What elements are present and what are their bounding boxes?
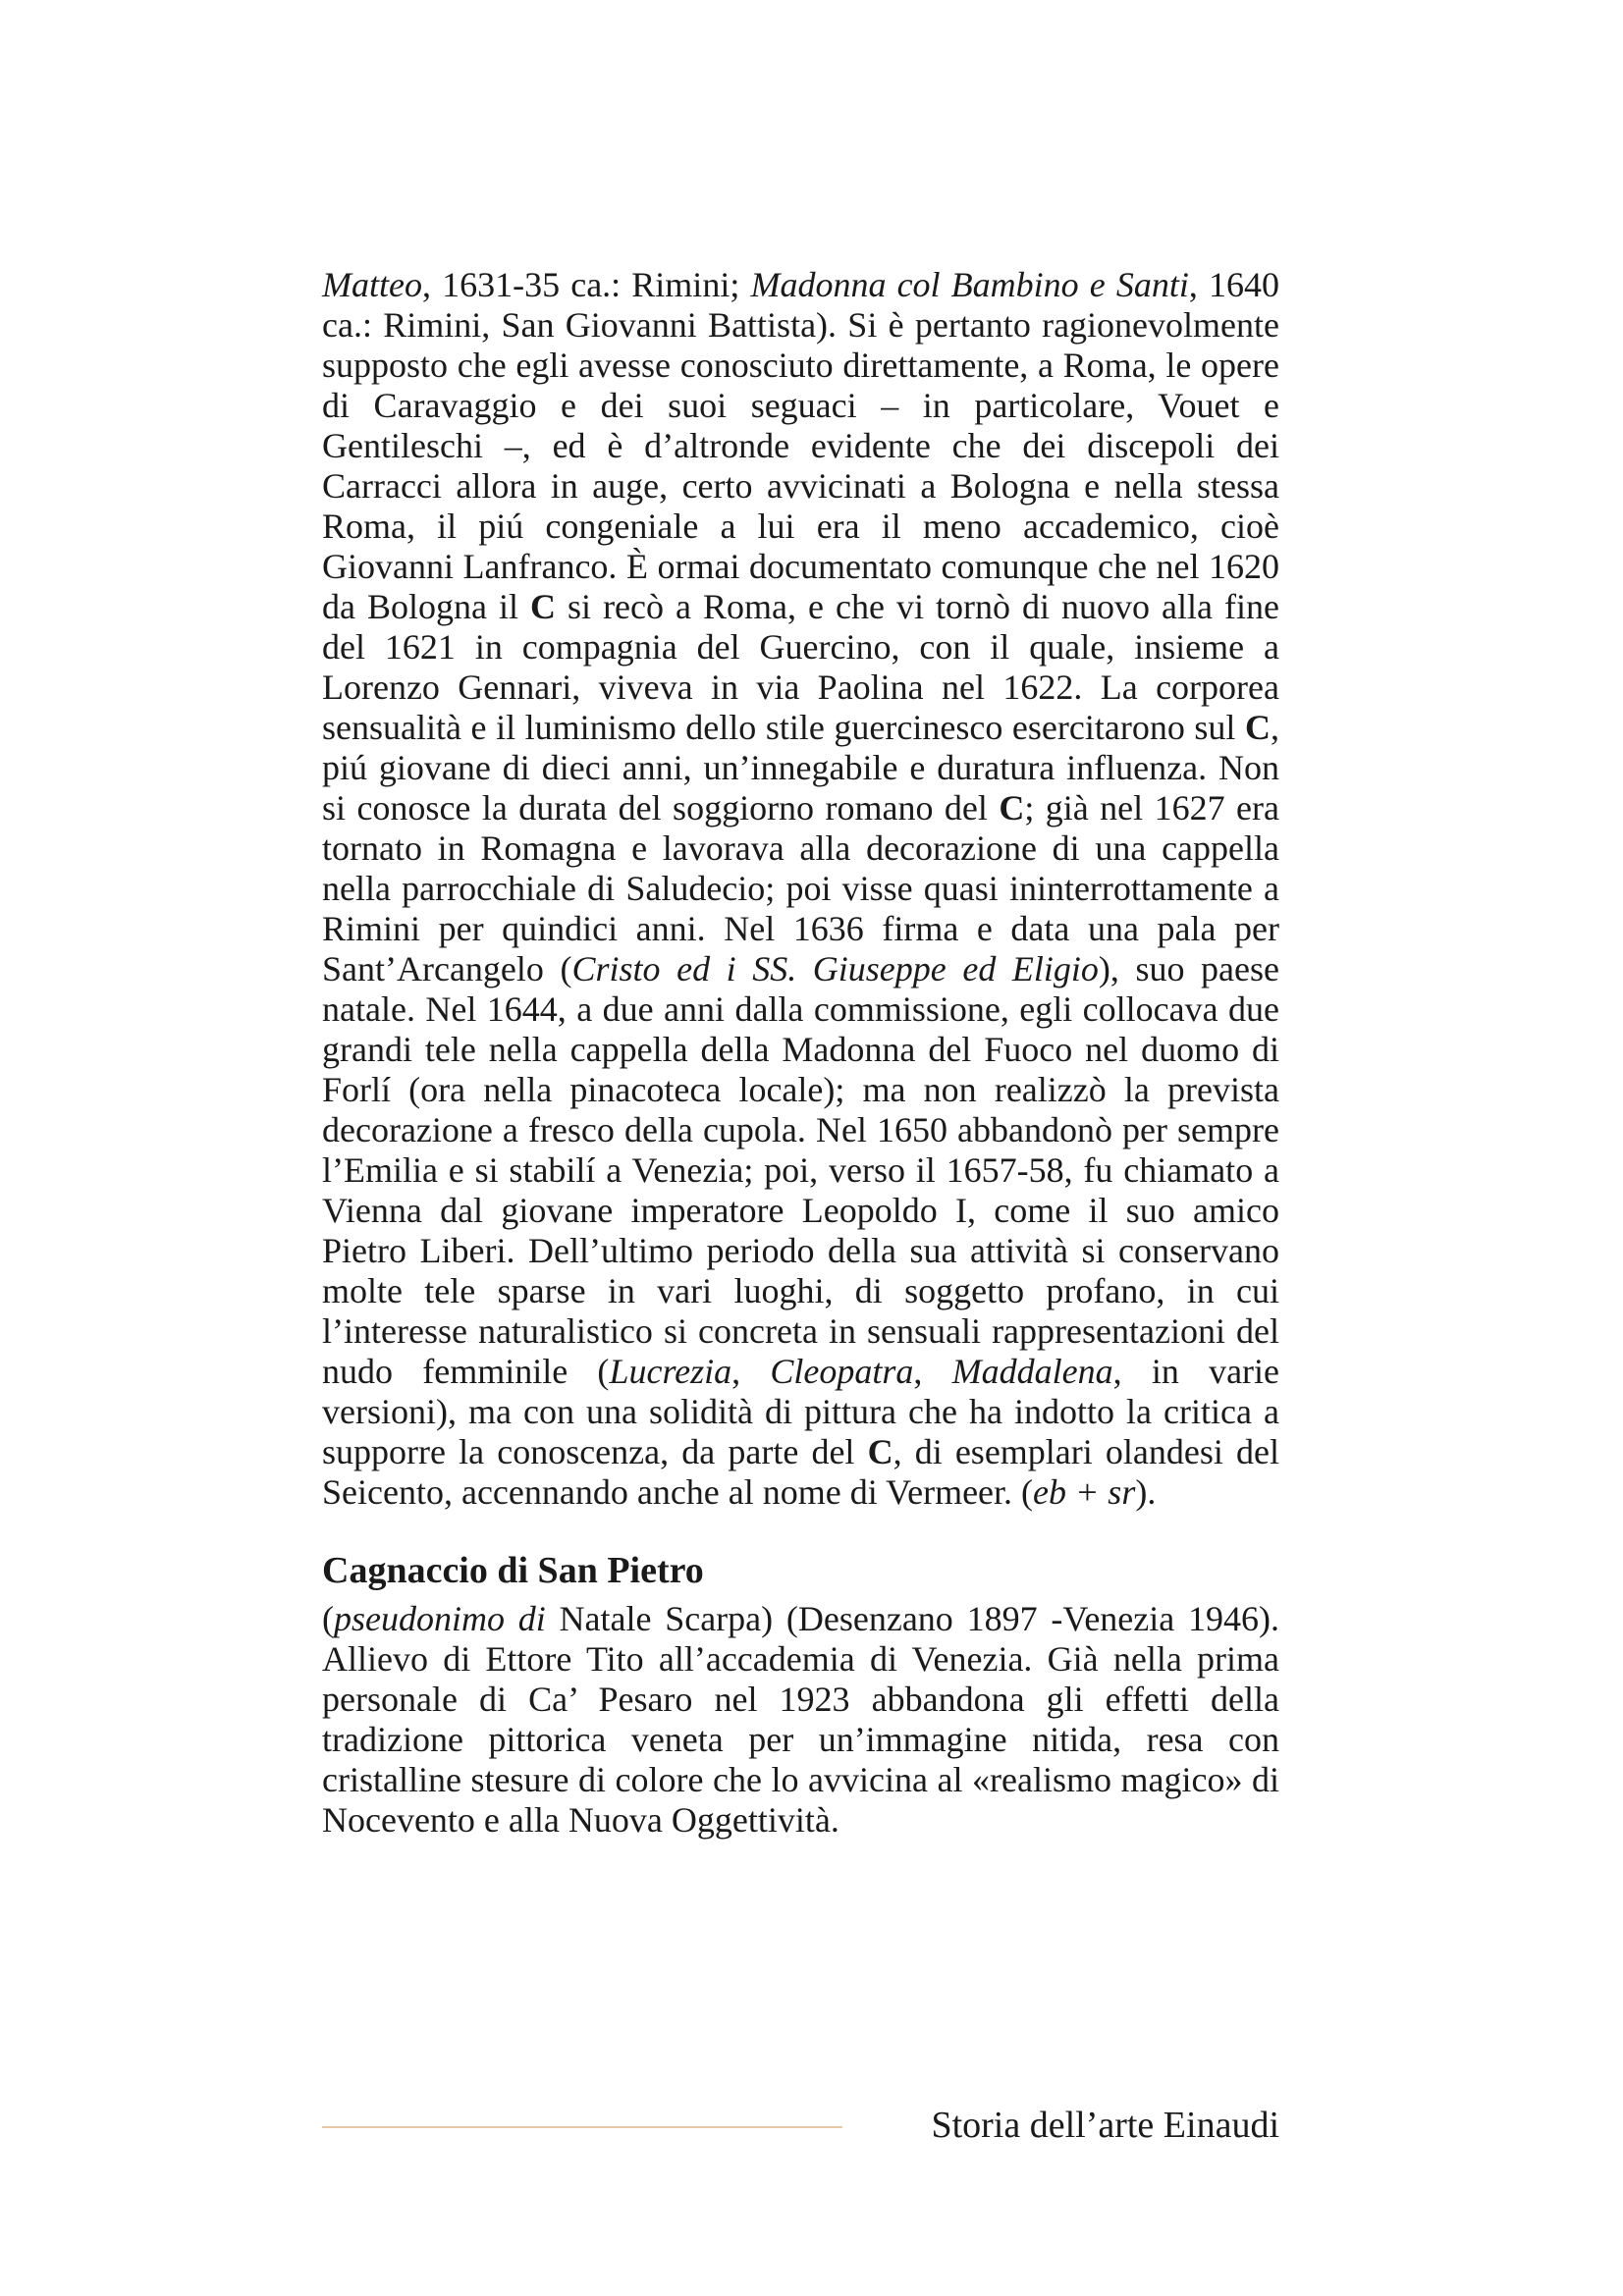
bold-run: C [530, 587, 557, 626]
footer-rule [322, 2126, 842, 2128]
footer-source-title: Storia dell’arte Einaudi [931, 2105, 1279, 2146]
text-column [322, 265, 1279, 1841]
italic-run: Madonna col Bambino e Santi [750, 265, 1189, 304]
text-run: ), suo paese natale. Nel 1644, a due anni dalla commissione, egli collocava due grandi tele nella cappella della Madonna del Fuoco nel duomo di Forlí (ora nella pinacoteca locale); ma non realizzò la prevista decorazione a fresco della cupola. Nel 1650 abbandonò per sempre l’Emilia e si stabilí a Venezia; poi, verso il 1657-58, fu chiamato a Vienna dal giovane imperatore Leopoldo I, come il suo amico Pietro Liberi. Dell’ultimo periodo della sua attività si conservano molte tele sparse in vari luoghi, di soggetto profano, in cui l’interesse naturalistico si concreta in sensuali rappresentazioni del nudo femminile ( [322, 949, 1279, 1391]
entry-title: Cagnaccio di San Pietro [322, 1550, 704, 1591]
text-run: , in varie versioni), ma con una solidità di pittura che ha indotto la critica a supporre la conoscenza, da parte del [322, 1352, 1280, 1471]
body-paragraph-1 [322, 265, 1279, 1513]
bold-run: C [1245, 708, 1271, 747]
text-run: si recò a Roma, e che vi tornò di nuovo alla fine del 1621 in compagnia del Guercino, con il quale, insieme a Lorenzo Gennari, viveva in via Paolina nel 1622. La corporea sensualità e il luminismo dello stile guercinesco esercitarono sul [322, 587, 1279, 747]
text-run: , 1640 ca.: Rimini, San Giovanni Battista). Si è pertanto ragionevolmente supposto che egli avesse conosciuto direttamente, a Roma, le opere di Caravaggio e dei suoi seguaci – in particolare, Vouet e Gentileschi –, ed è d’altronde evidente che dei discepoli dei Carracci allora in auge, certo avvicinati a Bologna e nella stessa Roma, il piú congeniale a lui era il meno accademico, cioè Giovanni Lanfranco. È ormai documentato comunque che nel 1620 da Bologna il [322, 265, 1280, 626]
text-run: ( [322, 1599, 334, 1638]
text-run: , 1631-35 ca.: Rimini; [421, 265, 751, 304]
bold-run: C [999, 788, 1025, 828]
text-run: ). [1135, 1472, 1157, 1512]
text-run: , piú giovane di dieci anni, un’innegabile e duratura influenza. Non si conosce la durata del soggiorno romano del [322, 708, 1279, 828]
italic-run: Matteo [322, 265, 422, 304]
italic-run: Cristo ed i SS. Giuseppe ed Eligio [571, 949, 1099, 988]
italic-run: eb + sr [1033, 1472, 1136, 1512]
body-paragraph-2 [322, 1599, 1279, 1841]
text-run: , [731, 1352, 771, 1391]
italic-run: Maddalena [951, 1352, 1113, 1391]
text-run: Natale Scarpa) (Desenzano 1897 -Venezia 1946). Allievo di Ettore Tito all’accademia di Venezia. Già nella prima personale di Ca’ Pesaro nel 1923 abbandona gli effetti della tradizione pittorica veneta per un’immagine nitida, resa con cristalline stesure di colore che lo avvicina al «realismo magico» di Nocevento e alla Nuova Oggettività. [322, 1599, 1279, 1840]
italic-run: Cleopatra [770, 1352, 914, 1391]
text-run: ; già nel 1627 era tornato in Romagna e lavorava alla decorazione di una cappella nella parrocchiale di Saludecio; poi visse quasi ininterrottamente a Rimini per quindici anni. Nel 1636 firma e data una pala per Sant’Arcangelo ( [322, 788, 1279, 988]
page-footer [322, 2101, 1279, 2150]
italic-run: pseudonimo di [334, 1599, 546, 1638]
text-run: , di esemplari olandesi del Seicento, accennando anche al nome di Vermeer. ( [322, 1432, 1279, 1512]
italic-run: Lucrezia [609, 1352, 732, 1391]
text-run: , [913, 1352, 952, 1391]
bold-run: C [867, 1432, 893, 1471]
